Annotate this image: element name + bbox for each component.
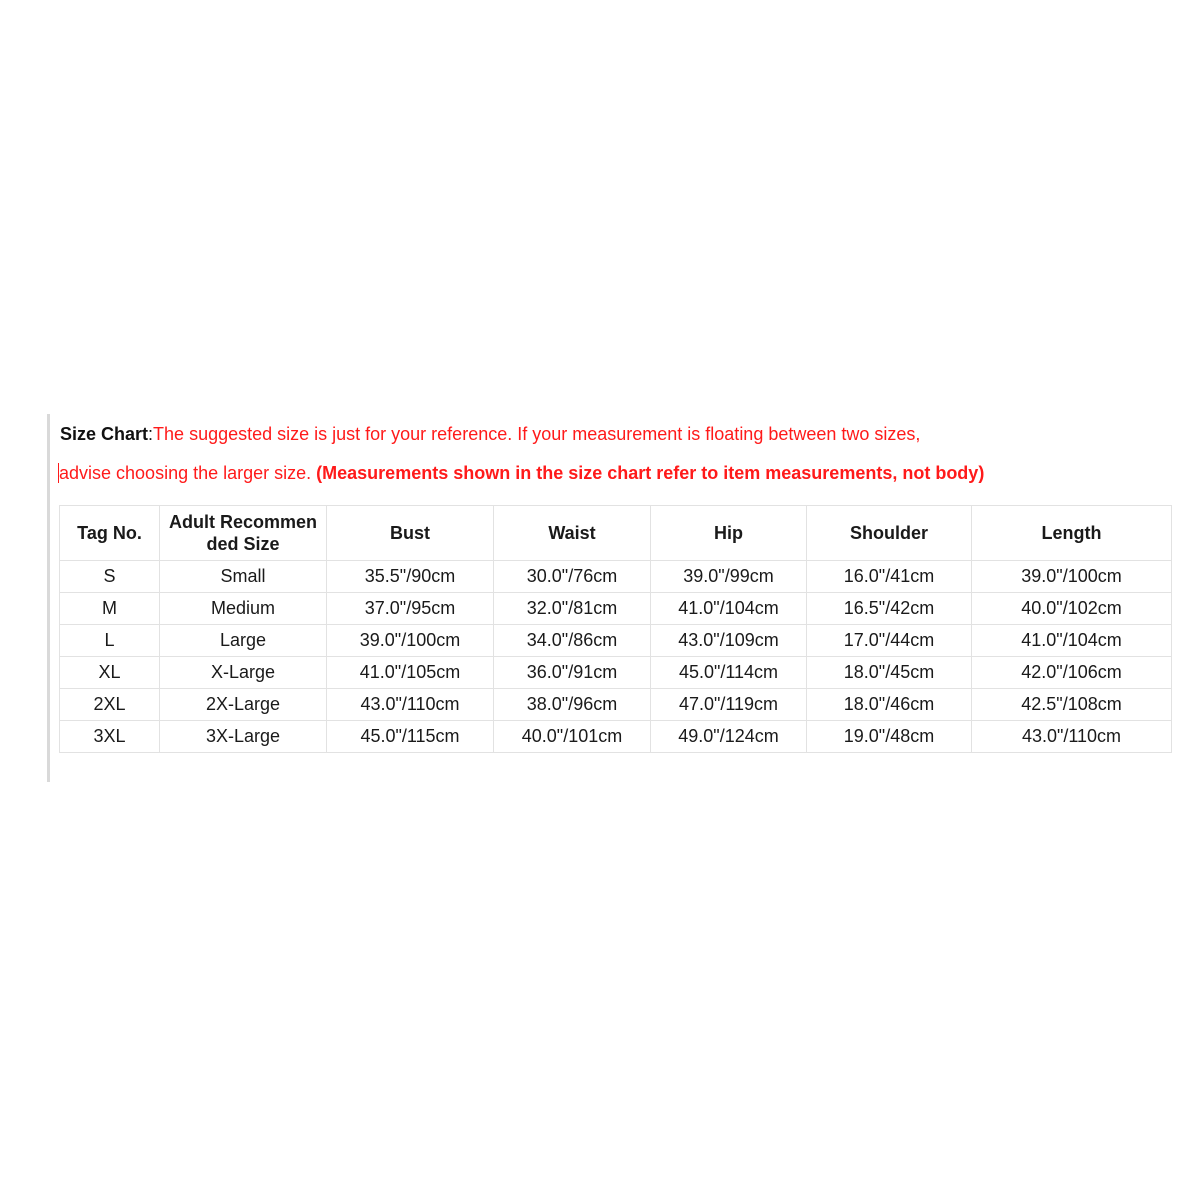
cell-bust: 41.0"/105cm: [327, 657, 494, 689]
cell-shoulder: 18.0"/46cm: [807, 689, 972, 721]
cell-waist: 32.0"/81cm: [494, 593, 651, 625]
cell-shoulder: 18.0"/45cm: [807, 657, 972, 689]
header-waist: Waist: [494, 506, 651, 561]
cell-bust: 43.0"/110cm: [327, 689, 494, 721]
left-border-line: [47, 414, 50, 782]
header-row: [60, 506, 1172, 561]
size-chart-table: [59, 505, 1172, 753]
cell-length: 42.5"/108cm: [972, 689, 1172, 721]
header-length: Length: [972, 506, 1172, 561]
header-bust: Bust: [327, 506, 494, 561]
cell-waist: 40.0"/101cm: [494, 721, 651, 753]
cell-tag-no: 3XL: [60, 721, 160, 753]
cell-hip: 41.0"/104cm: [651, 593, 807, 625]
intro-line-1: [60, 424, 920, 445]
header-hip: Hip: [651, 506, 807, 561]
cell-adult-recommended-size: 2X-Large: [160, 689, 327, 721]
table-row: [60, 593, 1172, 625]
table-row: [60, 689, 1172, 721]
cell-bust: 37.0"/95cm: [327, 593, 494, 625]
cell-bust: 45.0"/115cm: [327, 721, 494, 753]
cell-tag-no: S: [60, 561, 160, 593]
cell-waist: 30.0"/76cm: [494, 561, 651, 593]
table-row: [60, 721, 1172, 753]
cell-length: 42.0"/106cm: [972, 657, 1172, 689]
cell-adult-recommended-size: Large: [160, 625, 327, 657]
cell-hip: 47.0"/119cm: [651, 689, 807, 721]
label-separator: :: [148, 424, 154, 444]
cell-adult-recommended-size: Medium: [160, 593, 327, 625]
cell-length: 41.0"/104cm: [972, 625, 1172, 657]
cell-waist: 34.0"/86cm: [494, 625, 651, 657]
cell-adult-recommended-size: 3X-Large: [160, 721, 327, 753]
cell-waist: 36.0"/91cm: [494, 657, 651, 689]
cell-shoulder: 17.0"/44cm: [807, 625, 972, 657]
size-chart-label: Size Chart: [60, 424, 149, 444]
cell-shoulder: 19.0"/48cm: [807, 721, 972, 753]
cell-length: 40.0"/102cm: [972, 593, 1172, 625]
cell-hip: 45.0"/114cm: [651, 657, 807, 689]
cell-shoulder: 16.5"/42cm: [807, 593, 972, 625]
cell-hip: 49.0"/124cm: [651, 721, 807, 753]
cell-waist: 38.0"/96cm: [494, 689, 651, 721]
cell-bust: 39.0"/100cm: [327, 625, 494, 657]
table-row: [60, 657, 1172, 689]
table-row: [60, 561, 1172, 593]
intro-line-2: [60, 463, 984, 484]
cell-adult-recommended-size: Small: [160, 561, 327, 593]
header-tag-no: Tag No.: [60, 506, 160, 561]
cell-tag-no: L: [60, 625, 160, 657]
cell-hip: 39.0"/99cm: [651, 561, 807, 593]
measurement-note: (Measurements shown in the size chart refer to item measurements, not body): [316, 463, 985, 483]
cell-bust: 35.5"/90cm: [327, 561, 494, 593]
cell-tag-no: XL: [60, 657, 160, 689]
cell-hip: 43.0"/109cm: [651, 625, 807, 657]
header-shoulder: Shoulder: [807, 506, 972, 561]
header-adult-recommended-size: Adult Recommen ded Size: [160, 506, 327, 561]
cell-length: 39.0"/100cm: [972, 561, 1172, 593]
table-row: [60, 625, 1172, 657]
intro-text-1: The suggested size is just for your reference. If your measurement is floating between two sizes,: [153, 424, 921, 444]
intro-text-2: advise choosing the larger size.: [59, 463, 317, 483]
cell-tag-no: M: [60, 593, 160, 625]
cell-tag-no: 2XL: [60, 689, 160, 721]
cell-adult-recommended-size: X-Large: [160, 657, 327, 689]
cell-shoulder: 16.0"/41cm: [807, 561, 972, 593]
cell-length: 43.0"/110cm: [972, 721, 1172, 753]
